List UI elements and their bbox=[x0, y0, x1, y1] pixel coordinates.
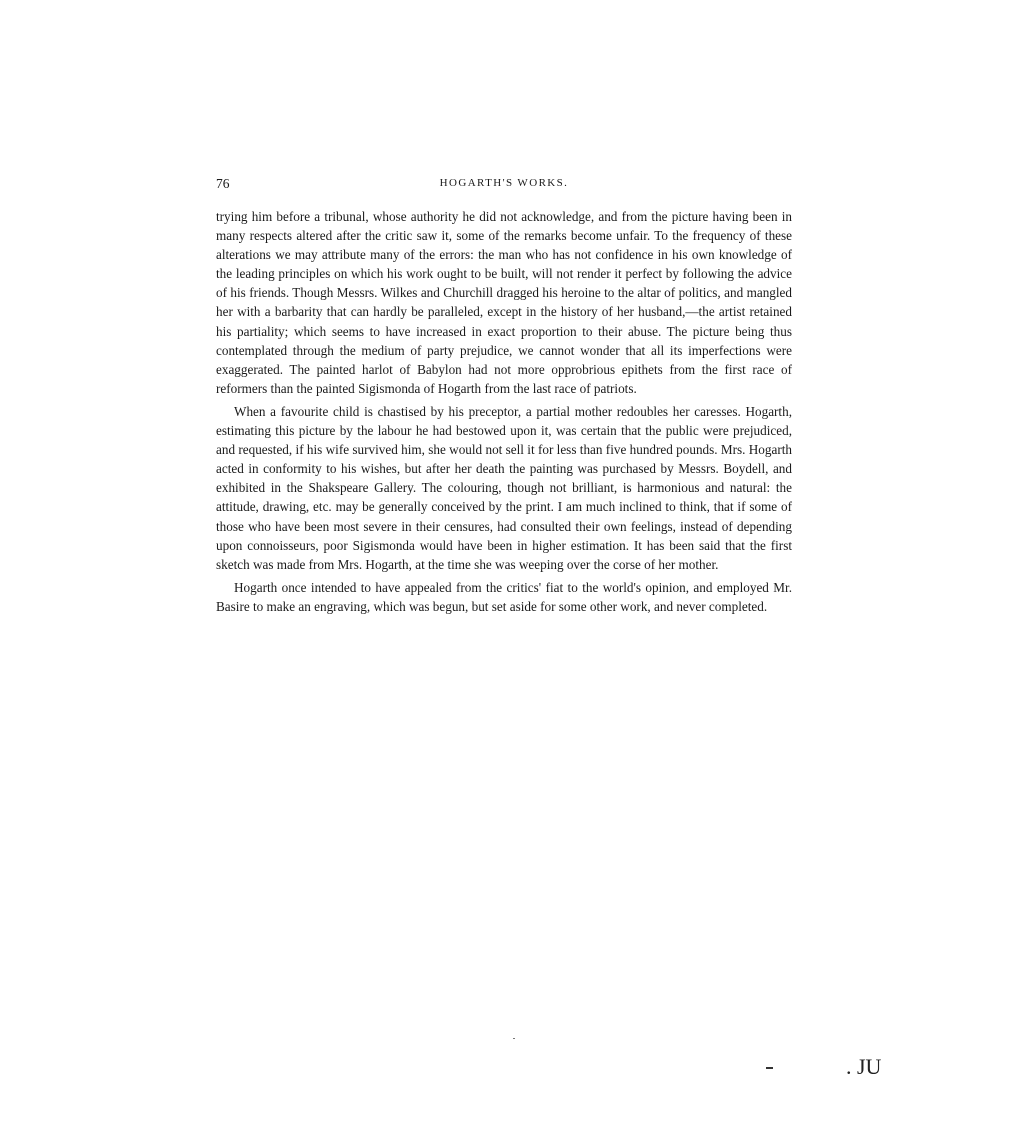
page-header bbox=[216, 176, 792, 194]
body-text bbox=[216, 207, 792, 620]
running-head: HOGARTH'S WORKS. bbox=[439, 177, 569, 189]
scan-corner-mark: . JU bbox=[846, 1054, 882, 1079]
scan-mark-dot bbox=[513, 1038, 515, 1039]
paragraph: trying him before a tribunal, whose authority he did not acknowledge, and from the picture having been in many respects altered after the critic saw it, some of the remarks become unfair. To the frequency of these alterations we may attribute many of the errors: the man who has not confidence in his own knowledge of the leading principles on which his work ought to be built, will not render it perfect by following the advice of his friends. Though Messrs. Wilkes and Churchill dragged his heroine to the altar of politics, and mangled her with a barbarity that can hardly be paralleled, except in the history of her husband,—the artist retained his partiality; which seems to have increased in exact proportion to their abuse. The picture being thus contemplated through the medium of party prejudice, we cannot wonder that all its imperfections were exaggerated. The painted harlot of Babylon had not more opprobrious epithets from the first race of reformers than the painted Sigismonda of Hogarth from the last race of patriots. bbox=[216, 209, 792, 396]
paragraph: When a favourite child is chastised by his preceptor, a partial mother redoubles her caresses. Hogarth, estimating this picture by the labour he had bestowed upon it, was certain that the public were prejudiced, and requested, if his wife survived him, she would not sell it for less than five hundred pounds. Mrs. Hogarth acted in conformity to his wishes, but after her death the painting was purchased by Messrs. Boydell, and exhibited in the Shakspeare Gallery. The colouring, though not brilliant, is harmonious and natural: the attitude, drawing, etc. may be generally conceived by the print. I am much inclined to think, that if some of those who have been most severe in their censures, had consulted their own feelings, instead of depending upon connoisseurs, poor Sigismonda would have been in higher estimation. It has been said that the first sketch was made from Mrs. Hogarth, at the time she was weeping over the corse of her mother. bbox=[216, 403, 792, 572]
scan-mark-dash bbox=[766, 1067, 773, 1069]
paragraph: Hogarth once intended to have appealed from the critics' fiat to the world's opinion, and employed Mr. Basire to make an engraving, which was begun, but set aside for some other work, and never completed. bbox=[216, 579, 792, 614]
page-number: 76 bbox=[216, 176, 230, 191]
